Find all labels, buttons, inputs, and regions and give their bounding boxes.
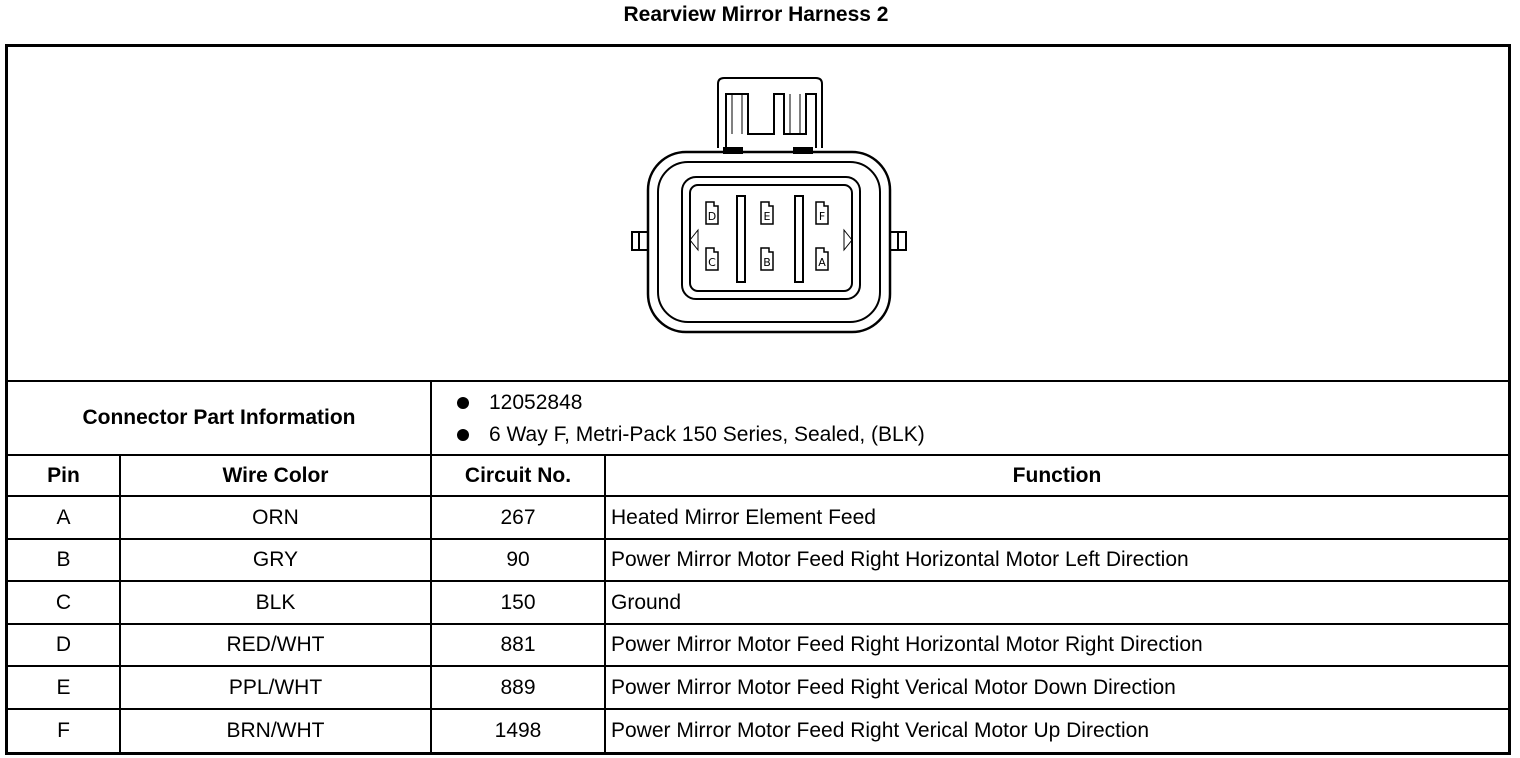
column-header-function: Function xyxy=(1012,463,1102,487)
cell-pin: A xyxy=(56,505,71,529)
cell-wire-color: RED/WHT xyxy=(226,633,325,656)
cell-circuit-no: 1498 xyxy=(494,719,542,742)
cell-pin: C xyxy=(55,590,72,614)
cell-function: Power Mirror Motor Feed Right Horizontal Motor Right Direction xyxy=(611,633,1203,656)
cell-pin: B xyxy=(56,548,71,571)
pin-label-c: C xyxy=(708,256,716,269)
pin-label-d: D xyxy=(707,210,717,223)
cell-wire-color: BLK xyxy=(255,590,296,614)
bullet-icon xyxy=(457,397,469,409)
cell-pin: D xyxy=(55,633,72,656)
cell-wire-color: GRY xyxy=(252,548,299,571)
cell-pin: F xyxy=(57,719,70,742)
connector-table xyxy=(5,44,1511,755)
bullet-icon xyxy=(457,429,469,441)
column-header-wire-color: Wire Color xyxy=(222,463,329,487)
cell-wire-color: BRN/WHT xyxy=(226,719,325,742)
cell-function: Power Mirror Motor Feed Right Horizontal Motor Left Direction xyxy=(611,548,1189,571)
cell-function: Power Mirror Motor Feed Right Verical Motor Down Direction xyxy=(611,675,1176,699)
cell-circuit-no: 267 xyxy=(500,505,536,529)
column-header-pin: Pin xyxy=(47,463,80,487)
part-description: 6 Way F, Metri-Pack 150 Series, Sealed, (BLK) xyxy=(489,423,925,446)
pin-label-e: E xyxy=(763,210,771,223)
connector-diagram xyxy=(8,47,1508,380)
column-header-circuit-no: Circuit No. xyxy=(464,463,572,487)
pin-label-b: B xyxy=(763,256,771,269)
list-item xyxy=(434,419,1504,451)
part-number: 12052848 xyxy=(489,391,583,414)
cell-wire-color: ORN xyxy=(252,505,299,529)
list-item xyxy=(434,387,1504,419)
cell-pin: E xyxy=(56,675,71,699)
cell-circuit-no: 881 xyxy=(500,633,536,656)
cell-function: Power Mirror Motor Feed Right Verical Motor Up Direction xyxy=(611,719,1150,742)
pin-label-f: F xyxy=(818,210,826,223)
cell-function: Heated Mirror Element Feed xyxy=(611,505,876,529)
connector-face-drawing xyxy=(608,72,908,362)
cell-wire-color: PPL/WHT xyxy=(228,675,323,699)
page-title: Rearview Mirror Harness 2 xyxy=(623,3,889,26)
part-info-list xyxy=(434,387,1504,453)
part-info-label: Connector Part Information xyxy=(82,406,356,429)
cell-circuit-no: 150 xyxy=(500,590,536,614)
cell-function: Ground xyxy=(611,590,682,614)
cell-circuit-no: 90 xyxy=(506,548,530,571)
cell-circuit-no: 889 xyxy=(500,675,536,699)
pin-label-a: A xyxy=(818,256,826,269)
